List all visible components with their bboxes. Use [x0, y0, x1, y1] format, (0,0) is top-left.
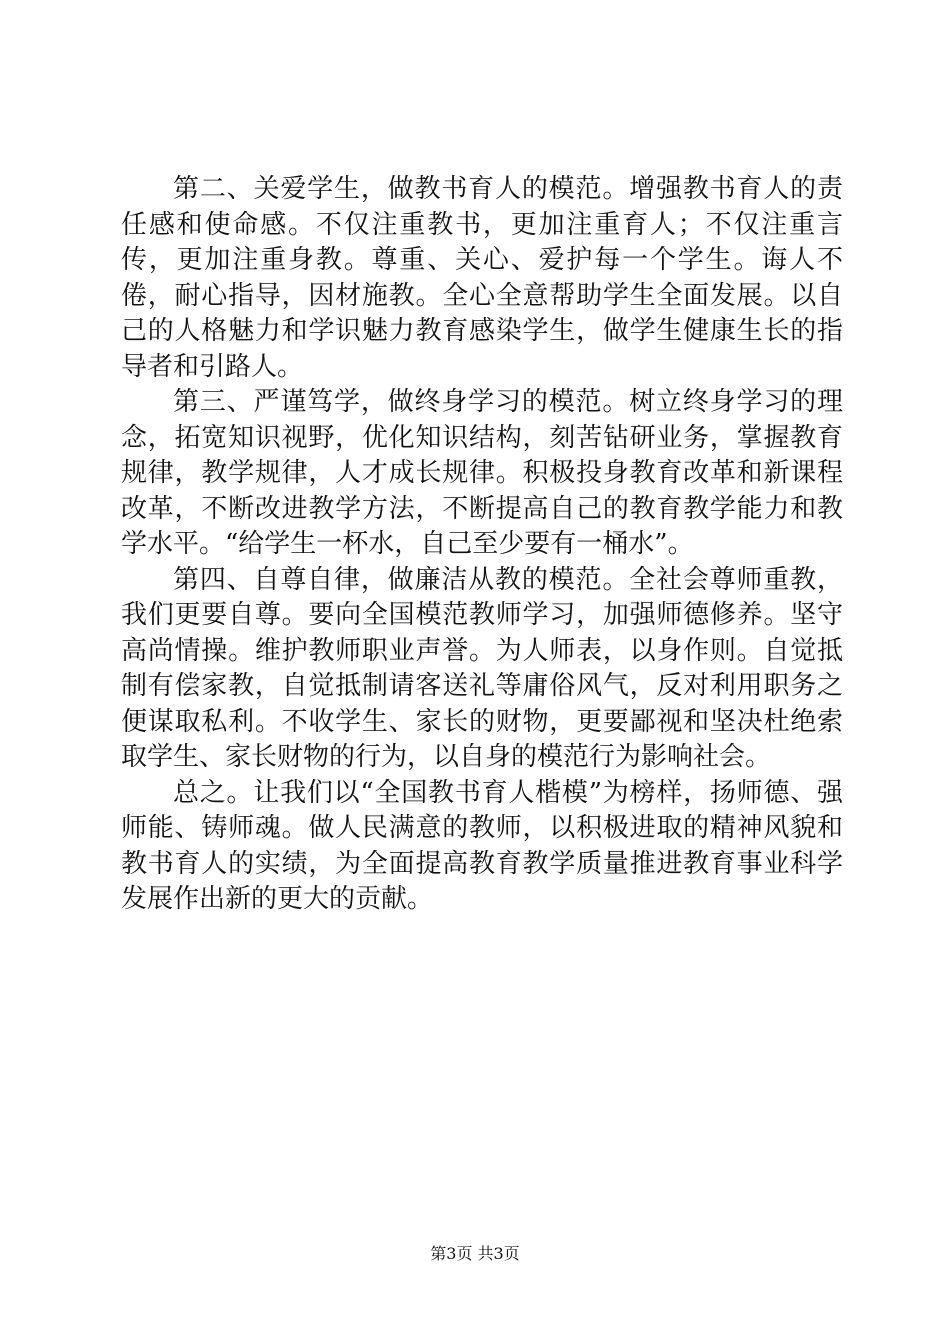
page-footer: 第3页 共3页 [430, 1244, 520, 1263]
document-body [121, 172, 843, 918]
paragraph-self-discipline: 第四、自尊自律，做廉洁从教的模范。全社会尊师重教，我们更要自尊。要向全国模范教师学习，加强师德修养。坚守高尚情操。维护教师职业声誉。为人师表，以身作则。自觉抵制有偿家教，自觉抵制请客送礼等庸俗风气，反对利用职务之便谋取私利。不收学生、家长的财物，更要鄙视和坚决杜绝索取学生、家长财物的行为，以自身的模范行为影响社会。 [121, 564, 843, 772]
paragraph-care-for-students: 第二、关爱学生，做教书育人的模范。增强教书育人的责任感和使命感。不仅注重教书，更加注重育人；不仅注重言传，更加注重身教。尊重、关心、爱护每一个学生。诲人不倦，耐心指导，因材施教。全心全意帮助学生全面发展。以自己的人格魅力和学识魅力教育感染学生，做学生健康生长的指导者和引路人。 [121, 174, 843, 382]
paragraph-conclusion: 总之。让我们以“全国教书育人楷模”为榜样，扬师德、强师能、铸师魂。做人民满意的教师，以积极进取的精神风貌和教书育人的实绩，为全面提高教育教学质量推进教育事业科学发展作出新的更大的贡献。 [121, 777, 843, 914]
paragraph-rigorous-study: 第三、严谨笃学，做终身学习的模范。树立终身学习的理念，拓宽知识视野，优化知识结构，刻苦钻研业务，掌握教育规律，教学规律，人才成长规律。积极投身教育改革和新课程改革，不断改进教学方法，不断提高自己的教育教学能力和教学水平。“给学生一杯水，自己至少要有一桶水”。 [121, 387, 843, 559]
